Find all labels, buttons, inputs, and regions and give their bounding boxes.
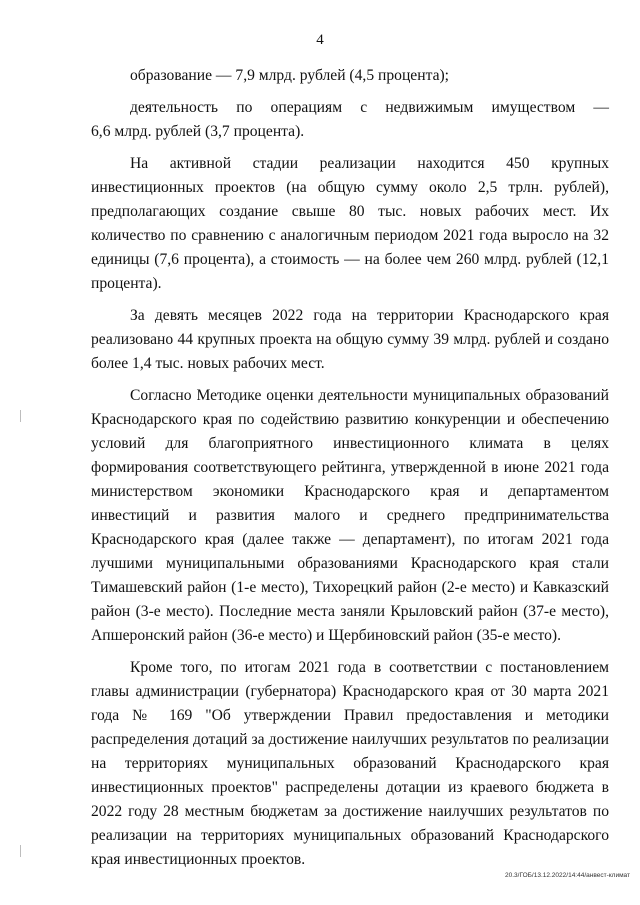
- list-line-education: образование — 7,9 млрд. рублей (4,5 процента);: [130, 67, 450, 84]
- word: операциям: [270, 99, 343, 116]
- paragraph-methodology-rating: Согласно Методике оценки деятельности муниципальных образований Краснодарского края по содействию развитию конкуренции и обеспечению условий для благоприятного инвестиционного климата в целях формирования соответствующего рейтинга, утвержденной в июне 2021 года министерством экономики Краснодарского края и департаментом инвестиций и развития малого и среднего предпринимательства Краснодарского края (далее также — департамент), по итогам 2021 года лучшими муниципальными образованиями Краснодарского края стали Тимашевский район (1-е место), Тихорецкий район (2-е место) и Кавказский район (3-е место). Последние места заняли Крыловский район (37-е место), Апшеронский район (36-е место) и Щербиновский район (35-е место).: [91, 387, 609, 644]
- paragraph-subsidies: Кроме того, по итогам 2021 года в соответствии с постановлением главы администрации (губернатора) Краснодарского края от 30 марта 2021 года № 169 "Об утверждении Правил предоставления и методики распределения дотаций за достижение наилучших результатов по реализации на территориях муниципальных образований Краснодарского края инвестиционных проектов" распределены дотации из краевого бюджета в 2022 году 28 местным бюджетам за достижение наилучших результатов по реализации на территориях муниципальных образований Краснодарского края инвестиционных проектов.: [91, 659, 609, 868]
- list-line-real-estate: [91, 96, 609, 120]
- word: имуществом: [491, 99, 576, 116]
- page-number: 4: [316, 32, 324, 48]
- scan-edge-mark: [20, 845, 21, 857]
- word: —: [593, 99, 609, 116]
- word: с: [360, 99, 368, 116]
- paragraph-nine-months: За девять месяцев 2022 года на территории Краснодарского края реализовано 44 крупных проекта на общую сумму 39 млрд. рублей и создано более 1,4 тыс. новых рабочих мест.: [91, 307, 609, 372]
- word: недвижимым: [385, 99, 474, 116]
- document-body: [91, 64, 609, 872]
- list-line-real-estate-value: 6,6 млрд. рублей (3,7 процента).: [91, 123, 305, 140]
- document-footer-code: 20.3/ГОБ/13.12.2022/14:44/анвест-климат: [505, 872, 630, 879]
- word: деятельность: [130, 99, 219, 116]
- scan-edge-mark: [20, 410, 21, 422]
- word: по: [236, 99, 253, 116]
- paragraph-investment-projects: На активной стадии реализации находится 450 крупных инвестиционных проектов (на общую сумму около 2,5 трлн. рублей), предполагающих создание свыше 80 тыс. новых рабочих мест. Их количество по сравнению с аналогичным периодом 2021 года выросло на 32 единицы (7,6 процента), а стоимость — на более чем 260 млрд. рублей (12,1 процента).: [91, 155, 609, 292]
